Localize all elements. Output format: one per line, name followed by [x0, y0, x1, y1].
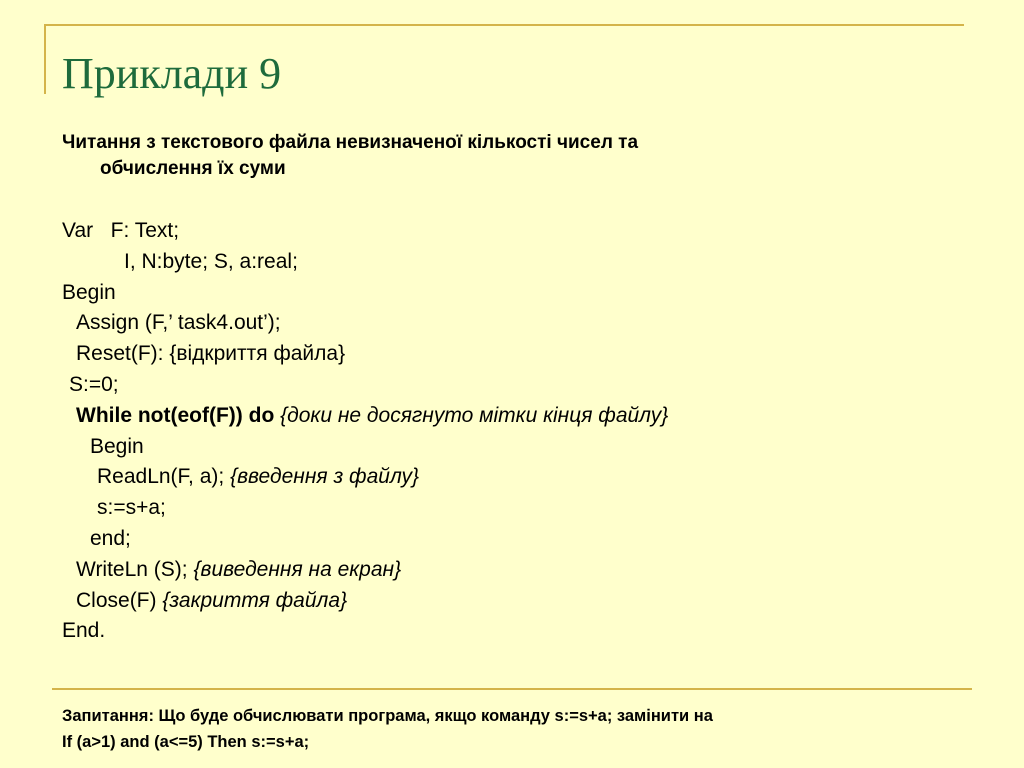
- question-line-2: If (a>1) and (a<=5) Then s:=s+a;: [62, 733, 310, 751]
- code-line: [62, 308, 962, 339]
- code-line: [62, 432, 962, 463]
- code-line: [62, 462, 962, 493]
- code-comment: {введення з файлу}: [230, 465, 420, 489]
- code-text: end;: [90, 526, 131, 550]
- code-block: [62, 216, 962, 647]
- question-line-1: Запитання: Що буде обчислювати програма, якщо команду s:=s+a; замінити на: [62, 707, 713, 725]
- code-text: ReadLn(F, a);: [97, 465, 231, 489]
- code-comment: {закриття файла}: [162, 588, 348, 612]
- code-line: [62, 247, 962, 278]
- side-rule: [44, 24, 46, 94]
- code-text: End.: [62, 619, 106, 643]
- code-text: While not(eof(F)) do: [76, 403, 281, 427]
- code-text: Assign (F,’ task4.out’);: [76, 311, 281, 335]
- heading-line-2: обчислення їх суми: [100, 158, 286, 179]
- code-line: [62, 524, 962, 555]
- slide-heading: [62, 130, 962, 182]
- code-line: [62, 555, 962, 586]
- code-line: [62, 493, 962, 524]
- code-line: [62, 278, 962, 309]
- code-line: [62, 216, 962, 247]
- code-line: [62, 339, 962, 370]
- code-comment: {доки не досягнуто мітки кінця файлу}: [280, 403, 669, 427]
- code-line: [62, 586, 962, 617]
- code-text: WriteLn (S);: [76, 557, 194, 581]
- code-text: S:=0;: [69, 372, 119, 396]
- code-text: I, N:byte; S, a:real;: [124, 249, 298, 273]
- top-rule: [44, 24, 964, 26]
- code-line: [62, 370, 962, 401]
- code-text: Begin: [62, 280, 116, 304]
- bottom-rule: [52, 688, 972, 690]
- code-line: [62, 401, 962, 432]
- code-text: Reset(F): {відкриття файла}: [76, 342, 346, 366]
- code-text: Begin: [90, 434, 144, 458]
- code-line: [62, 616, 962, 647]
- code-text: s:=s+a;: [97, 496, 166, 520]
- question-block: [62, 703, 982, 755]
- code-comment: {виведення на екран}: [193, 557, 402, 581]
- slide-title: Приклади 9: [62, 49, 282, 98]
- code-text: Close(F): [76, 588, 163, 612]
- code-text: Var F: Text;: [62, 219, 180, 242]
- heading-line-1: Читання з текстового файла невизначеної кількості чисел та: [62, 132, 639, 153]
